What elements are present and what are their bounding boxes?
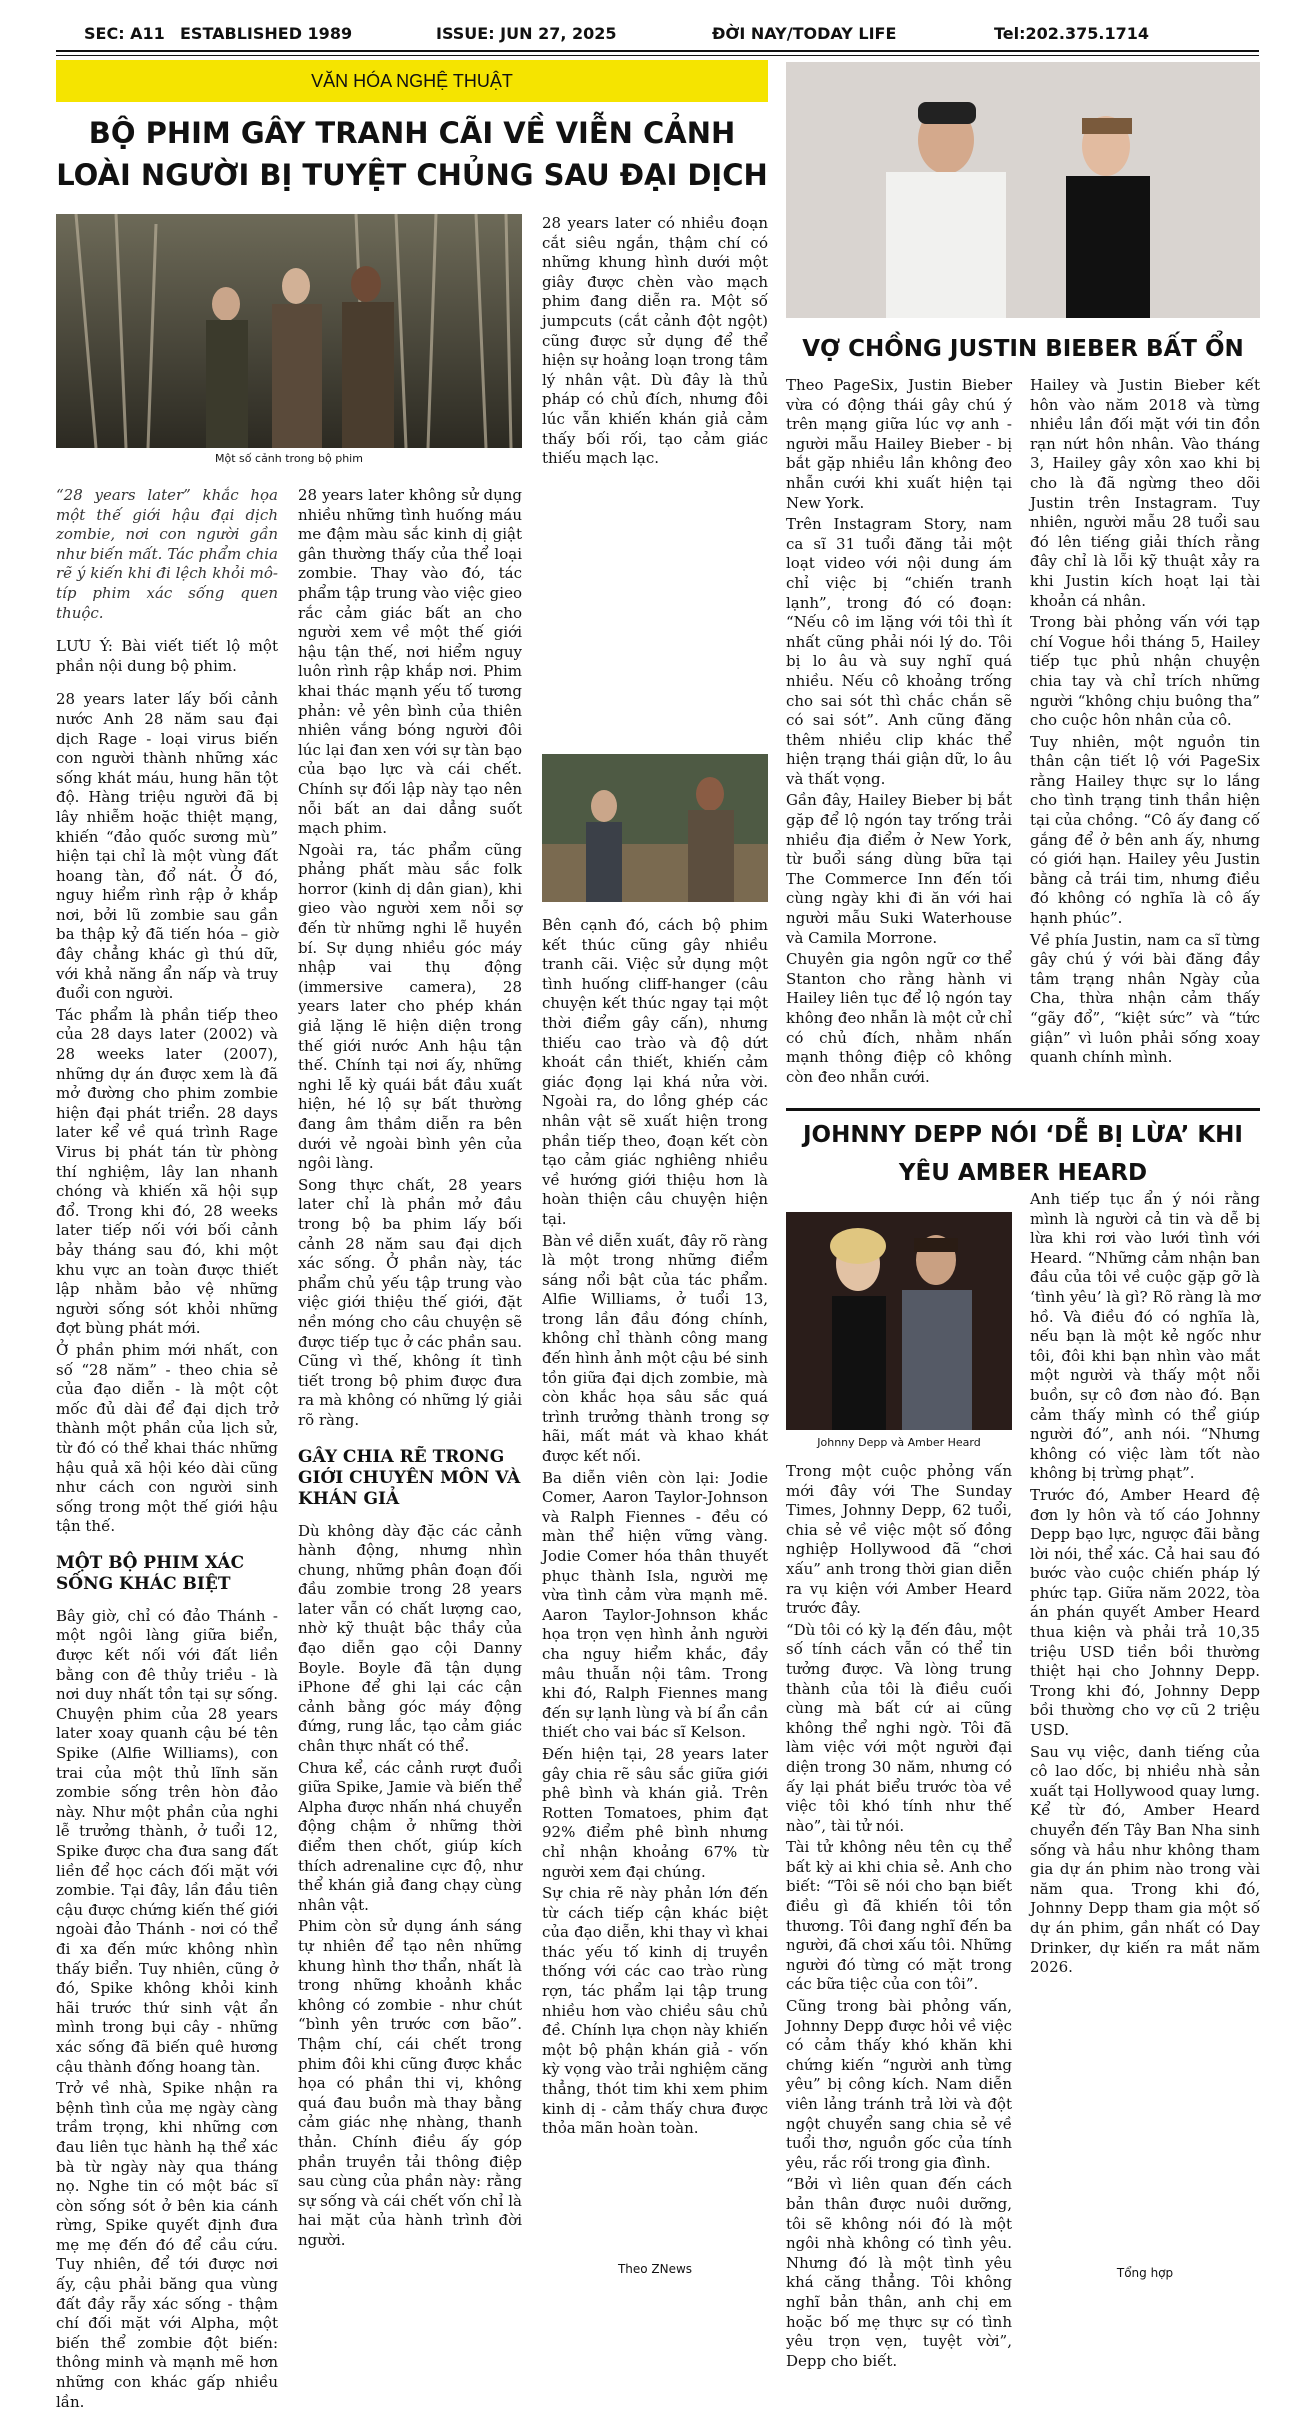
article1-headline-line1: BỘ PHIM GÂY TRANH CÃI VỀ VIỄN CẢNH [88, 116, 736, 150]
article2-paragraph: Hailey và Justin Bieber kết hôn vào năm 2018 và từng nhiều lần đối mặt với tin đồn rạn nứt hôn nhân. Vào tháng 3, Hailey gây xôn xao khi bị cho là đã ngừng theo dõi Justin trên Instagram. Tuy nhiên, người mẫu 28 tuổi sau đó lên tiếng giải thích rằng đây chỉ là lỗi kỹ thuật xảy ra khi Justin kích hoạt lại tài khoản cá nhân. [1030, 376, 1260, 610]
article2-headline: VỢ CHỒNG JUSTIN BIEBER BẤT ỔN [802, 336, 1244, 362]
article1-subheading: MỘT BỘ PHIM XÁC SỐNG KHÁC BIỆT [56, 1552, 245, 1594]
article3-column-2 [1030, 1190, 1260, 1980]
article3-headline [786, 1116, 1260, 1192]
depp-photo-caption: Johnny Depp và Amber Heard [817, 1436, 981, 1449]
publication-name: ĐỜI NAY/TODAY LIFE [712, 24, 897, 43]
article1-paragraph: Dù không dày đặc các cảnh hành động, nhưng nhìn chung, những phân đoạn đối đầu zombie trong 28 years later vẫn có chất lượng cao, nhờ kỹ thuật bậc thầy của đạo diễn gạo cội Danny Boyle. Boyle đã tận dụng iPhone để ghi lại các cận cảnh bằng góc máy động đứng, rung lắc, tạo cảm giác chân thực nhất có thể. [298, 1521, 522, 1756]
article3-paragraph: Anh tiếp tục ẩn ý nói rằng mình là người cả tin và dễ bị lừa khi rơi vào lưới tình với Heard. “Những cảm nhận ban đầu của tôi về cuộc gặp gỡ là ‘tình yêu’ là gì? Rõ ràng là mơ hồ. Và điều đó có nghĩa là, nếu bạn là một kẻ ngốc như tôi, đôi khi bạn nhìn vào mắt một người và thấy một nỗi buồn, sự cô đơn nào đó. Bạn cảm thấy mình có thể giúp người đó”, anh nói. “Nhưng không có việc làm tốt nào không bị trừng phạt”. [1030, 1190, 1260, 1483]
article3-paragraph: Cũng trong bài phỏng vấn, Johnny Depp được hỏi về việc có cảm thấy khó khăn khi chứng kiến “người anh từng yêu” bị công kích. Nam diễn viên lảng tránh trả lời và đột ngột chuyển sang chia sẻ về tuổi thơ, nguồn gốc của tính yêu, rắc rối trong gia đình. [786, 1997, 1012, 2172]
article3-paragraph: Trước đó, Amber Heard đệ đơn ly hôn và tố cáo Johnny Depp bạo lực, ngược đãi bằng lời nói, thể xác. Cả hai sau đó bước vào cuộc chiến pháp lý phức tạp. Giữa năm 2022, tòa án phán quyết Amber Heard thua kiện và phải trả 10,35 triệu USD tiền bồi thường thiệt hại cho Johnny Depp. Trong khi đó, Johnny Depp bồi thường cho vợ cũ 2 triệu USD. [1030, 1485, 1260, 1740]
article1-column-2 [298, 486, 522, 2252]
phone-number: Tel:202.375.1714 [994, 24, 1150, 43]
article2-paragraph: Trong bài phỏng vấn với tạp chí Vogue hồi tháng 5, Hailey tiếp tục phủ nhận chuyện chia tay và chỉ trích những người “không chịu buông tha” cho cuộc hôn nhân của cô. [1030, 613, 1260, 730]
article-divider [786, 1108, 1260, 1111]
article2-paragraph: Chuyên gia ngôn ngữ cơ thể Stanton cho rằng hành vi Hailey liên tục để lộ ngón tay không đeo nhẫn là một cử chỉ có chủ đích, nhằm nhấn mạnh thông điệp cô không còn đeo nhẫn cưới. [786, 950, 1012, 1086]
article2-paragraph: Trên Instagram Story, nam ca sĩ 31 tuổi đăng tải một loạt video với nội dung ám chỉ việc bị “chiến tranh lạnh”, trong đó có đoạn: “Nếu cô im lặng với tôi thì ít nhất cũng phải nói lý do. Tôi bị lo âu và suy nghĩ quá nhiều. Nếu cô khoảng trống cho sai sót thì chắc chắn sẽ có sai sót”. Anh cũng đăng thêm nhiều clip khác thể hiện trạng thái giận dữ, lo âu và thất vọng. [786, 515, 1012, 788]
article1-paragraph: Bàn về diễn xuất, đây rõ ràng là một trong những điểm sáng nổi bật của tác phẩm. Alfie Williams, ở tuổi 13, trong lần đầu đóng chính, không chỉ thành công mang đến hình ảnh một cậu bé sinh tồn giữa đại dịch zombie, mà còn khắc họa sâu sắc quá trình trưởng thành trong sợ hãi, mất mát và khao khát được kết nối. [542, 1231, 768, 1466]
article3-source: Tổng hợp [1116, 2266, 1174, 2280]
article1-headline [56, 112, 768, 196]
article1-subheading: GÂY CHIA RẼ TRONG GIỚI CHUYÊN MÔN VÀ KHÁN GIẢ [298, 1446, 521, 1509]
article1-column-3 [542, 214, 768, 471]
article1-paragraph: 28 years later không sử dụng nhiều những tình huống máu me đậm màu sắc kinh dị giật gân thường thấy của thể loại zombie. Thay vào đó, tác phẩm tập trung vào việc gieo rắc cảm giác bất an cho người xem về một thế giới hậu tận thế, nơi hiểm nguy luôn rình rập khắp nơi. Phim khai thác mạnh yếu tố tương phản: vẻ yên bình của thiên nhiên vắng bóng người đôi lúc lại đan xen với sự tàn bạo của bạo lực và cái chết. Chính sự đối lập này tạo nên nỗi bất an dai dẳng suốt mạch phim. [298, 486, 522, 838]
article1-source: Theo ZNews [617, 2262, 693, 2276]
article2-paragraph: Tuy nhiên, một nguồn tin thân cận tiết lộ với PageSix rằng Hailey thực sự lo lắng cho tình trạng tinh thần hiện tại của chồng. “Cô ấy đang cố gắng để ở bên anh ấy, nhưng có giới hạn. Hailey yêu Justin bằng cả trái tim, nhưng điều đó không có nghĩa là cô ấy hạnh phúc”. [1030, 732, 1260, 928]
article1-headline-line2: LOÀI NGƯỜI BỊ TUYỆT CHỦNG SAU ĐẠI DỊCH [56, 158, 768, 192]
masthead [56, 18, 1259, 48]
article1-paragraph: Ở phần phim mới nhất, con số “28 năm” - theo chia sẻ của đạo diễn - là một cột mốc đủ dài để đại dịch trở thành một phần của lịch sử, từ đó có thể khai thác những hậu quả xã hội kéo dài cũng như cách con người sinh sống trong một thế giới hậu tận thế. [56, 1340, 278, 1536]
article3-paragraph: Sau vụ việc, danh tiếng của cô lao dốc, bị nhiều nhà sản xuất tại Hollywood quay lưng. Kể từ đó, Amber Heard chuyển đến Tây Ban Nha sinh sống và hầu như không tham gia dự án phim nào trong vài năm qua. Trong khi đó, Johnny Depp tham gia một số dự án phim, gần nhất có Day Drinker, dự kiến ra mắt năm 2026. [1030, 1742, 1260, 1977]
article1-paragraph: Sự chia rẽ này phản lớn đến từ cách tiếp cận khác biệt của đạo diễn, khi thay vì khai thác yếu tố kinh dị truyền thống với các cao trào rùng rợn, tác phẩm lại tập trung nhiều hơn vào chiều sâu chủ đề. Chính lựa chọn này khiến một bộ phận khán giả - vốn kỳ vọng vào trải nghiệm căng thẳng, thót tim khi xem phim kinh dị - cảm thấy chưa được thỏa mãn hoàn toàn. [542, 1884, 768, 2138]
spoiler-note-label: LƯU Ý: [56, 637, 113, 656]
article2-paragraph: Gần đây, Hailey Bieber bị bắt gặp để lộ ngón tay trống trải nhiều địa điểm ở New York, từ buổi sáng dùng bữa tại The Commerce Inn đến tối cùng ngày khi đi ăn với hai người mẫu Suki Waterhouse và Camila Morrone. [786, 791, 1012, 947]
article1-column-1 [56, 486, 278, 2414]
article1-paragraph: Bên cạnh đó, cách bộ phim kết thúc cũng gây nhiều tranh cãi. Việc sử dụng một tình huống cliff-hanger (câu chuyện kết thúc ngay tại một thời điểm gây cấn), nhưng thiếu cao trào và độ dứt khoát cần thiết, khiến cảm giác đọng lại khá nửa vời. Ngoài ra, do lồng ghép các nhân vật sẽ xuất hiện trong phần tiếp theo, đoạn kết còn tạo cảm giác nghiêng nhiều về hướng giới thiệu hơn là hoàn thiện câu chuyện hiện tại. [542, 916, 768, 1228]
article3-paragraph: “Bởi vì liên quan đến cách bản thân được nuôi dưỡng, tôi sẽ không nói đó là một ngôi nhà không có tình yêu. Nhưng đó là một tình yêu khá căng thẳng. Tôi không nghĩ bản thân, anh chị em hoặc bố mẹ thực sự có tình yêu trọn vẹn, tuyệt vời”, Depp cho biết. [786, 2175, 1012, 2370]
article3-column-1 [786, 1462, 1012, 2373]
article2-paragraph: Về phía Justin, nam ca sĩ từng gây chú ý với bài đăng đầy tâm trạng nhân Ngày của Cha, thừa nhận cảm thấy “gãy đổ”, “kiệt sức” và “tức giận” vì luôn phải sống xoay quanh chính mình. [1030, 930, 1260, 1067]
spoiler-note [56, 637, 278, 676]
article3-paragraph: Trong một cuộc phỏng vấn mới đây với The Sunday Times, Johnny Depp, 62 tuổi, chia sẻ về việc một số đồng nghiệp Hollywood đã “chơi xấu” anh trong thời gian diễn ra vụ kiện với Amber Heard trước đây. [786, 1462, 1012, 1618]
issue-date: ISSUE: JUN 27, 2025 [436, 24, 617, 43]
article1-paragraph: Bây giờ, chỉ có đảo Thánh - một ngôi làng giữa biển, được kết nối với đất liền bằng con đê thủy triều - là nơi duy nhất tồn tại sự sống. Chuyện phim của 28 years later xoay quanh cậu bé tên Spike (Alfie Williams), con trai của một thủ lĩnh săn zombie sống trên hòn đảo này. Như một phần của nghi lễ trưởng thành, ở tuổi 12, Spike được cha đưa sang đất liền để học cách đối mặt với zombie. Tại đây, lần đầu tiên cậu được chứng kiến thế giới ngoài đảo Thánh - nơi có thể đi xa đến mức không nhìn thấy biển. Tuy nhiên, cũng ở đó, Spike không khỏi kinh hãi trước thứ sinh vật ẩn mình trong bụi cây - những xác sống đã biến quê hương cậu thành đống hoang tàn. [56, 1606, 278, 2076]
article1-intro: “28 years later” khắc họa một thế giới hậu đại dịch zombie, nơi con người gần như biến mất. Tác phẩm chia rẽ ý kiến khi đi lệch khỏi mô-típ phim xác sống quen thuộc. [56, 486, 278, 622]
section-code: SEC: A11 [84, 24, 165, 43]
article1-paragraph: Tác phẩm là phần tiếp theo của 28 days later (2002) và 28 weeks later (2007), những dự án được xem là đã mở đường cho phim zombie hiện đại phát triển. 28 days later kể về quá trình Rage Virus bị phát tán từ phòng thí nghiệm, lây lan nhanh chóng và khiến xã hội sụp đổ. Trong khi đó, 28 weeks later tiếp nối với bối cảnh bảy tháng sau đó, khi một khu vực an toàn được thiết lập nhằm bảo vệ những người sống sót khỏi những đợt bùng phát mới. [56, 1005, 278, 1338]
article3-paragraph: “Dù tôi có kỳ lạ đến đâu, một số tính cách vẫn có thể tin tưởng được. Và lòng trung thành của tôi là điều cuối cùng mà bất cứ ai cũng không thể nghi ngờ. Tôi đã làm việc với một người đại diện trong 30 năm, nhưng có ấy lại phát biểu trước tòa về việc tôi khó tính như thế nào”, tài tử nói. [786, 1620, 1012, 1835]
article2-column-2 [1030, 376, 1260, 1070]
article2-column-1 [786, 376, 1012, 1089]
section-label: VĂN HÓA NGHỆ THUẬT [56, 60, 768, 102]
established: ESTABLISHED 1989 [180, 24, 353, 43]
article3-paragraph: Tài tử không nêu tên cụ thể bất kỳ ai khi chia sẻ. Anh cho biết: “Tôi sẽ nói cho bạn biết điều gì đã khiến tôi tồn thương. Tôi đang nghĩ đến ba người, đã chơi xấu tôi. Những người đó từng có mặt trong các bữa tiệc của con tôi”. [786, 1838, 1012, 1994]
article1-paragraph: Chưa kể, các cảnh rượt đuổi giữa Spike, Jamie và biến thể Alpha được nhấn nhá chuyển động chậm ở những thời điểm then chốt, giúp kích thích adrenaline cực độ, như thể khán giả đang chạy cùng nhân vật. [298, 1758, 522, 1914]
article1-column-3-continued [542, 916, 768, 2141]
article3-headline-line2: YÊU AMBER HEARD [898, 1160, 1148, 1186]
movie-still-photo [542, 754, 768, 902]
top-rule-thin [56, 55, 1259, 56]
article1-paragraph: 28 years later lấy bối cảnh nước Anh 28 năm sau đại dịch Rage - loại virus biến con người thành những xác sống khát máu, hung hãn tột độ. Hàng triệu người đã bị lây nhiễm hoặc thiệt mạng, khiến “đảo quốc sương mù” hiện tại chỉ là một vùng đất hoang tàn, đổ nát. Ở đó, nguy hiểm rình rập ở khắp nơi, bởi lũ zombie sau gần ba thập kỷ đã tiến hóa – giờ đây chẳng khác gì thú dữ, với khả năng ẩn nấp và truy đuổi con người. [56, 690, 278, 1003]
movie-scene-photo [56, 214, 522, 448]
article1-paragraph: Ngoài ra, tác phẩm cũng phảng phất màu sắc folk horror (kinh dị dân gian), khi gieo vào người xem nỗi sợ đến từ những nghi lễ huyền bí. Sự dụng nhiều góc máy nhập vai thụ động (immersive camera), 28 years later cho phép khán giả lặng lẽ hiện diện trong thế giới nước Anh hậu tận thế. Chính tại nơi ấy, những nghi lễ kỳ quái bắt đầu xuất hiện, hé lộ sự bất thường đang âm thầm diễn ra bên dưới vẻ ngoài bình yên của ngôi làng. [298, 840, 522, 1173]
article1-paragraph: 28 years later có nhiều đoạn cắt siêu ngắn, thậm chí có những khung hình dưới một giây được chèn vào mạch phim đang diễn ra. Một số jumpcuts (cắt cảnh đột ngột) cũng được sử dụng để thể hiện sự hoảng loạn trong tâm lý nhân vật. Dù đây là thủ pháp có chủ đích, nhưng đôi lúc vẫn khiến khán giả cảm thấy bối rối, tạo cảm giác thiếu mạch lạc. [542, 214, 768, 468]
article2-paragraph: Theo PageSix, Justin Bieber vừa có động thái gây chú ý trên mạng giữa lúc vợ anh - người mẫu Hailey Bieber - bị bắt gặp nhiều lần không đeo nhẫn cưới khi xuất hiện tại New York. [786, 376, 1012, 512]
depp-heard-photo [786, 1212, 1012, 1430]
top-rule [56, 50, 1259, 52]
spoiler-note-text: Bài viết tiết lộ một phần nội dung bộ phim. [56, 637, 278, 675]
article1-paragraph: Trở về nhà, Spike nhận ra bệnh tình của mẹ ngày càng trầm trọng, khi những cơn đau liên tục hành hạ thể xác bà từ ngày này qua tháng nọ. Nghe tin có một bác sĩ còn sống sót ở bên kia cánh rừng, Spike quyết định đưa mẹ mẹ đến đó để cầu cứu. Tuy nhiên, để tới được nơi ấy, cậu phải băng qua vùng đất đầy rẫy xác sống - thậm chí đối mặt với Alpha, một biến thể zombie đột biến: thông minh và mạnh mẽ hơn những con khác gấp nhiều lần. [56, 2079, 278, 2411]
article3-headline-line1: JOHNNY DEPP NÓI ‘DỄ BỊ LỪA’ KHI [803, 1122, 1243, 1148]
article1-paragraph: Song thực chất, 28 years later chỉ là phần mở đầu trong bộ ba phim lấy bối cảnh 28 năm sau đại dịch xác sống. Ở phần này, tác phẩm chủ yếu tập trung vào việc giới thiệu thế giới, đặt nền móng cho câu chuyện sẽ được tiếp tục ở các phần sau. Cũng vì thế, không ít tình tiết trong bộ phim được đưa ra mà không có những lý giải rõ ràng. [298, 1175, 522, 1429]
article1-paragraph: Phim còn sử dụng ánh sáng tự nhiên để tạo nên những khung hình thơ thẩn, nhất là trong những khoảnh khắc không có zombie - như chút “bình yên trước cơn bão”. Thậm chí, cái chết trong phim đôi khi cũng được khắc họa có phần thi vị, không quá đau buồn mà thay bằng cảm giác nhẹ nhàng, thanh thản. Chính điều ấy góp phần truyền tải thông điệp sau cùng của phần này: rằng sự sống và cái chết vốn chỉ là hai mặt của hành trình đời người. [298, 1917, 522, 2249]
bieber-couple-photo [786, 62, 1260, 318]
movie-photo-caption: Một số cảnh trong bộ phim [215, 452, 363, 465]
article1-paragraph: Đến hiện tại, 28 years later gây chia rẽ sâu sắc giữa giới phê bình và khán giả. Trên Rotten Tomatoes, phim đạt 92% điểm phê bình nhưng chỉ nhận khoảng 67% từ người xem đại chúng. [542, 1744, 768, 1881]
article1-paragraph: Ba diễn viên còn lại: Jodie Comer, Aaron Taylor-Johnson và Ralph Fiennes - đều có màn thể hiện vững vàng. Jodie Comer hóa thân thuyết phục thành Isla, người mẹ vừa tình cảm vừa mạnh mẽ. Aaron Taylor-Johnson khắc họa trọn vẹn hình ảnh người cha nguy hiểm khắc, đầy mâu thuẫn nội tâm. Trong khi đó, Ralph Fiennes mang đến sự lạnh lùng và bí ẩn cần thiết cho vai bác sĩ Kelson. [542, 1468, 768, 1742]
